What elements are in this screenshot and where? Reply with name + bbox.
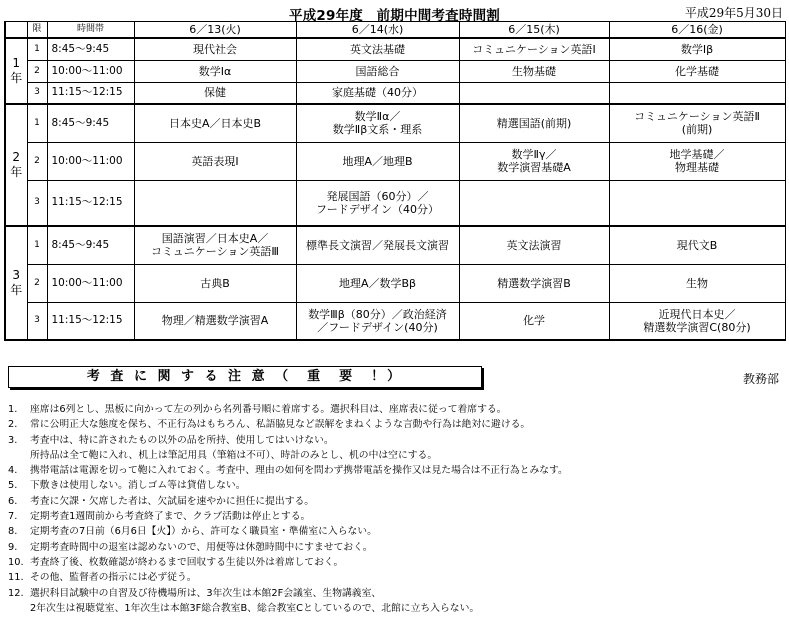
rule-item	[8, 586, 778, 601]
rules-list	[8, 402, 778, 616]
rule-number: 9.	[8, 541, 18, 553]
rule-text: 定期考査時間中の退室は認めないので、用便等は休憩時間中にすませておく。	[30, 541, 373, 553]
header-grade-blank	[5, 22, 27, 39]
subject-cell: 英語表現Ⅰ	[134, 142, 296, 180]
period-time: 10:00～11:00	[47, 264, 134, 302]
rule-number: 10.	[8, 556, 24, 568]
period-number: 2	[27, 60, 47, 82]
rule-number: 11.	[8, 572, 24, 584]
rule-text: 下敷きは使用しない。消しゴム等は貸借しない。	[30, 480, 246, 492]
rule-text: 常に公明正大な態度を保ち、不正行為はもちろん、私語脇見など誤解をまねくような言動や行為は絶対に避ける。	[30, 419, 531, 431]
rule-number: 3.	[8, 434, 18, 446]
period-time: 10:00～11:00	[47, 60, 134, 82]
period-time: 11:15～12:15	[47, 82, 134, 104]
header-day: 6／16(金)	[609, 22, 785, 39]
period-number: 3	[27, 180, 47, 226]
rule-item	[8, 509, 778, 524]
header-day: 6／15(木)	[459, 22, 609, 39]
subject-cell: 標準長文演習／発展長文演習	[296, 226, 459, 264]
subject-cell: 国語演習／日本史A／ コミュニケーション英語Ⅲ	[134, 226, 296, 264]
rule-item	[8, 448, 778, 463]
subject-cell: 保健	[134, 82, 296, 104]
subject-cell: 国語総合	[296, 60, 459, 82]
subject-cell: 英文法基礎	[296, 38, 459, 60]
subject-cell: コミュニケーション英語Ⅰ	[459, 38, 609, 60]
subject-cell: 現代社会	[134, 38, 296, 60]
period-number: 3	[27, 302, 47, 340]
rule-item	[8, 433, 778, 448]
subject-cell: 化学	[459, 302, 609, 340]
rule-number: 1.	[8, 404, 18, 415]
rule-number: 6.	[8, 495, 18, 507]
rule-item	[8, 524, 778, 539]
rule-text: 定期考査1週間前から考査終了まで、クラブ活動は停止とする。	[30, 511, 311, 523]
rule-text: 定期考査の7日前（6月6日【火】）から、許可なく職員室・準備室に入らない。	[30, 526, 377, 538]
subject-cell: 物理／精選数学演習A	[134, 302, 296, 340]
subject-cell: 精選国語(前期)	[459, 104, 609, 142]
subject-cell	[609, 82, 785, 104]
rule-text: 所持品は全て鞄に入れ、机上は筆記用具（筆箱は不可）、時計のみとし、机の中は空にする。	[30, 449, 438, 461]
rule-item	[8, 601, 778, 616]
table-row	[5, 82, 785, 104]
table-row	[5, 104, 785, 142]
rule-number: 8.	[8, 526, 18, 538]
subject-cell: 地学基礎／ 物理基礎	[609, 142, 785, 180]
rule-text: 考査終了後、枚数確認が終わるまで回収する生徒以外は着席しておく。	[30, 556, 344, 568]
table-row	[5, 38, 785, 60]
period-number: 1	[27, 226, 47, 264]
rule-number: 12.	[8, 587, 24, 599]
rule-text: 座席は6列とし、黒板に向かって左の列から名列番号順に着席する。選択科目は、座席表に従って着席する。	[30, 404, 507, 415]
table-header-row	[5, 22, 785, 39]
period-time: 11:15～12:15	[47, 302, 134, 340]
subject-cell: 地理A／数学Bβ	[296, 264, 459, 302]
rule-number: 2.	[8, 419, 18, 431]
rule-text: 2年次生は視聴覚室、1年次生は本館3F総合教室B、総合教室Cとしているので、北館に立ち入らない。	[30, 602, 480, 614]
table-row	[5, 142, 785, 180]
rule-text: その他、監督者の指示には必ず従う。	[30, 572, 197, 584]
rule-number: 4.	[8, 465, 18, 477]
table-row	[5, 60, 785, 82]
subject-cell: 数学Ⅰα	[134, 60, 296, 82]
subject-cell: 数学Ⅲβ（80分）／政治経済 ／フードデザイン(40分)	[296, 302, 459, 340]
period-number: 2	[27, 264, 47, 302]
subject-cell: 化学基礎	[609, 60, 785, 82]
grade-label: 2 年	[5, 104, 27, 226]
subject-cell: 数学Ⅰβ	[609, 38, 785, 60]
rule-text: 携帯電話は電源を切って鞄に入れておく。考査中、理由の如何を問わず携帯電話を操作又は見た場合は不正行為とみなす。	[30, 465, 568, 477]
department-label: 教務部	[742, 372, 779, 386]
table-row	[5, 180, 785, 226]
rule-item	[8, 402, 778, 417]
subject-cell: 精選数学演習B	[459, 264, 609, 302]
page-title: 平成29年度 前期中間考査時間割	[289, 8, 500, 24]
grade-label: 3 年	[5, 226, 27, 340]
rule-item	[8, 417, 778, 432]
header-day: 6／13(火)	[134, 22, 296, 39]
rule-number: 7.	[8, 511, 18, 523]
subject-cell	[459, 180, 609, 226]
subject-cell: 地理A／地理B	[296, 142, 459, 180]
issue-date: 平成29年5月30日	[684, 6, 783, 20]
table-row	[5, 264, 785, 302]
rule-item	[8, 555, 778, 570]
exam-timetable	[4, 21, 786, 341]
subject-cell: 生物基礎	[459, 60, 609, 82]
rule-text: 考査中は、特に許されたもの以外の品を所持、使用してはいけない。	[30, 434, 334, 446]
header-time: 時間帯	[47, 22, 134, 39]
subject-cell: 発展国語（60分）／ フードデザイン（40分）	[296, 180, 459, 226]
period-time: 10:00～11:00	[47, 142, 134, 180]
subject-cell: 英文法演習	[459, 226, 609, 264]
table-row	[5, 226, 785, 264]
rule-number: 5.	[8, 480, 18, 492]
subject-cell: 近現代日本史／ 精選数学演習C(80分)	[609, 302, 785, 340]
period-time: 8:45～9:45	[47, 104, 134, 142]
subject-cell: 数学Ⅱγ／ 数学演習基礎A	[459, 142, 609, 180]
subject-cell: 日本史A／日本史B	[134, 104, 296, 142]
period-time: 8:45～9:45	[47, 226, 134, 264]
rule-item	[8, 494, 778, 509]
notice-heading: 考 査 に 関 す る 注 意 （ 重 要 ！）	[8, 366, 482, 388]
period-number: 1	[27, 104, 47, 142]
rule-text: 考査に欠課・欠席した者は、欠試届を速やかに担任に提出する。	[30, 495, 315, 507]
subject-cell: 古典B	[134, 264, 296, 302]
subject-cell: 数学Ⅱα／ 数学Ⅱβ文系・理系	[296, 104, 459, 142]
grade-label: 1 年	[5, 38, 27, 104]
subject-cell: 生物	[609, 264, 785, 302]
period-time: 11:15～12:15	[47, 180, 134, 226]
header-period: 限	[27, 22, 47, 39]
period-number: 2	[27, 142, 47, 180]
period-number: 3	[27, 82, 47, 104]
subject-cell	[459, 82, 609, 104]
rule-item	[8, 478, 778, 493]
subject-cell	[609, 180, 785, 226]
subject-cell: 現代文B	[609, 226, 785, 264]
rule-item	[8, 463, 778, 478]
rule-item	[8, 570, 778, 585]
header-day: 6／14(水)	[296, 22, 459, 39]
rule-item	[8, 540, 778, 555]
period-time: 8:45～9:45	[47, 38, 134, 60]
subject-cell: コミュニケーション英語Ⅱ (前期)	[609, 104, 785, 142]
subject-cell: 家庭基礎（40分）	[296, 82, 459, 104]
rule-text: 選択科目試験中の自習及び待機場所は、3年次生は本館2F会議室、生物講義室、	[30, 587, 382, 599]
period-number: 1	[27, 38, 47, 60]
subject-cell	[134, 180, 296, 226]
table-row	[5, 302, 785, 340]
